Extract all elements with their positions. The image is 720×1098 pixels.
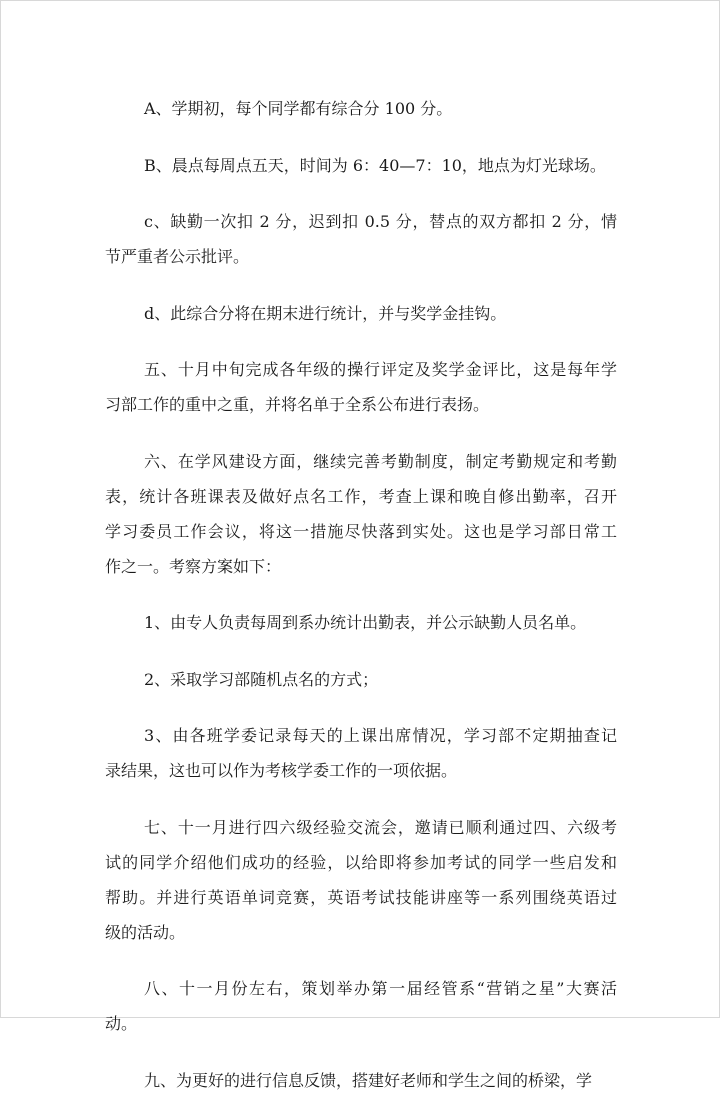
text-line: 五、十月中旬完成各年级的操行评定及奖学金评比，这是每年学 bbox=[144, 360, 617, 379]
paragraph-item-8 bbox=[105, 971, 617, 1041]
paragraph-item-b bbox=[105, 148, 617, 183]
paragraph-item-9 bbox=[105, 1063, 617, 1098]
text-line: 2、采取学习部随机点名的方式； bbox=[144, 669, 379, 689]
paragraph-gap bbox=[105, 950, 617, 972]
text-line: 作之一。考察方案如下： bbox=[105, 556, 282, 576]
paragraph-gap bbox=[105, 640, 617, 662]
paragraph-item-7 bbox=[105, 810, 617, 950]
paragraph-gap bbox=[105, 1041, 617, 1063]
text-line: 试的同学介绍他们成功的经验，以给即将参加考试的同学一些启发和 bbox=[105, 852, 617, 872]
text-line: 九、为更好的进行信息反馈，搭建好老师和学生之间的桥梁，学 bbox=[144, 1070, 593, 1090]
paragraph-gap bbox=[105, 584, 617, 606]
paragraph-item-c bbox=[105, 204, 617, 274]
text-line: 帮助。并进行英语单词竞赛，英语考试技能讲座等一系列围绕英语过 bbox=[105, 887, 617, 907]
paragraph-item-5 bbox=[105, 352, 617, 422]
paragraph-item-6-2 bbox=[105, 662, 617, 697]
paragraph-item-6 bbox=[105, 444, 617, 584]
text-line: 1、由专人负责每周到系办统计出勤表，并公示缺勤人员名单。 bbox=[144, 613, 587, 632]
text-line: d、此综合分将在期末进行统计，并与奖学金挂钩。 bbox=[144, 303, 507, 323]
text-line: 七、十一月进行四六级经验交流会，邀请已顺利通过四、六级考 bbox=[144, 817, 617, 837]
paragraph-gap bbox=[105, 788, 617, 810]
text-line: 学习委员工作会议，将这一措施尽快落到实处。这也是学习部日常工 bbox=[105, 521, 617, 541]
text-line: 习部工作的重中之重，并将名单于全系公布进行表扬。 bbox=[105, 395, 490, 414]
text-line: 八、十一月份左右，策划举办第一届经管系“营销之星”大赛活 bbox=[144, 979, 617, 998]
paragraph-item-d bbox=[105, 296, 617, 331]
text-line: A、学期初，每个同学都有综合分 100 分。 bbox=[144, 99, 453, 118]
paragraph-gap bbox=[105, 126, 617, 148]
paragraph-item-6-3 bbox=[105, 718, 617, 788]
text-line: B、晨点每周点五天，时间为 6：40—7：10，地点为灯光球场。 bbox=[144, 155, 606, 175]
paragraph-gap bbox=[105, 183, 617, 205]
text-line: 动。 bbox=[105, 1014, 138, 1033]
paragraph-item-a bbox=[105, 91, 617, 126]
paragraph-item-6-1 bbox=[105, 605, 617, 640]
text-line: c、缺勤一次扣 2 分，迟到扣 0.5 分，替点的双方都扣 2 分，情 bbox=[144, 212, 617, 231]
text-line: 3、由各班学委记录每天的上课出席情况，学习部不定期抽查记 bbox=[144, 726, 617, 745]
text-line: 级的活动。 bbox=[105, 922, 186, 942]
paragraph-gap bbox=[105, 697, 617, 719]
paragraph-gap bbox=[105, 274, 617, 296]
paragraph-gap bbox=[105, 422, 617, 444]
text-line: 节严重者公示批评。 bbox=[105, 247, 250, 266]
document-body bbox=[105, 91, 617, 1098]
text-line: 表，统计各班课表及做好点名工作，考查上课和晚自修出勤率，召开 bbox=[105, 486, 617, 506]
text-line: 六、在学风建设方面，继续完善考勤制度，制定考勤规定和考勤 bbox=[144, 451, 617, 471]
text-line: 录结果，这也可以作为考核学委工作的一项依据。 bbox=[105, 761, 458, 780]
paragraph-gap bbox=[105, 331, 617, 353]
